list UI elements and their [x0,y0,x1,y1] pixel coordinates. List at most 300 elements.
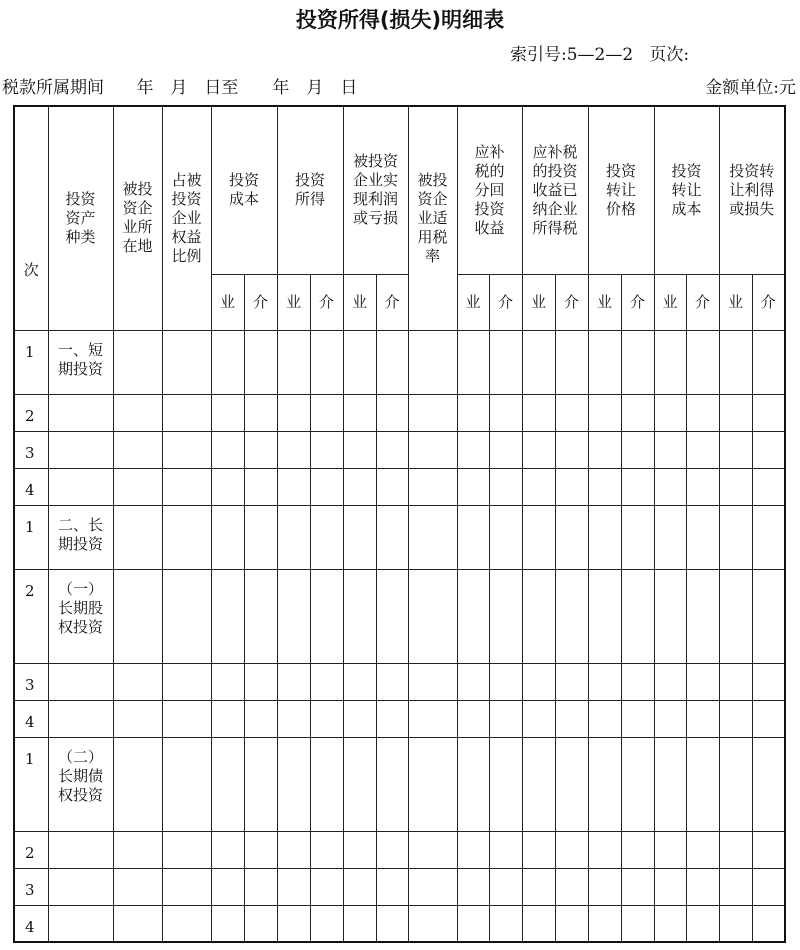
data-cell[interactable] [686,394,719,431]
data-cell[interactable] [408,569,457,663]
data-cell[interactable] [522,330,555,394]
row-seq: 2 [14,394,48,431]
data-cell[interactable] [277,905,310,942]
data-cell[interactable] [588,569,621,663]
data-cell[interactable] [343,868,376,905]
data-cell[interactable] [522,431,555,468]
data-cell[interactable] [162,569,211,663]
data-cell[interactable] [489,505,522,569]
data-cell[interactable] [310,569,343,663]
data-cell[interactable] [621,700,654,737]
subheader-jie: 介 [244,274,277,330]
data-cell[interactable] [686,431,719,468]
subheader-jie: 介 [752,274,785,330]
data-cell[interactable] [457,905,489,942]
data-cell[interactable] [277,663,310,700]
data-cell[interactable] [588,905,621,942]
data-cell[interactable] [244,737,277,831]
data-cell[interactable] [244,505,277,569]
data-cell[interactable] [277,868,310,905]
data-cell[interactable] [211,868,244,905]
subheader-jie: 介 [621,274,654,330]
data-cell[interactable] [162,905,211,942]
data-cell[interactable] [408,868,457,905]
data-cell[interactable] [343,831,376,868]
data-cell[interactable] [654,868,686,905]
data-cell[interactable] [621,431,654,468]
data-cell[interactable] [376,905,408,942]
header-tax-rate: 被投 资企 业适 用税 率 [408,106,457,330]
data-cell[interactable] [654,700,686,737]
table-row [14,394,785,431]
subheader-ye: 业 [719,274,752,330]
data-cell[interactable] [719,330,752,394]
data-cell[interactable] [457,663,489,700]
data-cell[interactable] [162,737,211,831]
header-location: 被投 资企 业所 在地 [113,106,162,330]
data-cell[interactable] [113,831,162,868]
data-cell[interactable] [752,569,785,663]
data-cell[interactable] [113,569,162,663]
data-cell[interactable] [588,737,621,831]
table-row [14,868,785,905]
data-cell[interactable] [752,663,785,700]
row-asset-kind[interactable] [48,868,113,905]
data-cell[interactable] [719,394,752,431]
data-cell[interactable] [277,468,310,505]
data-cell[interactable] [457,468,489,505]
data-cell[interactable] [588,831,621,868]
page-number-label: 页次: [649,45,690,65]
subheader-jie: 介 [489,274,522,330]
data-cell[interactable] [376,700,408,737]
data-cell[interactable] [522,737,555,831]
row-asset-kind: 一、短 期投资 [48,330,113,394]
data-cell[interactable] [621,663,654,700]
table-row [14,431,785,468]
data-cell[interactable] [654,468,686,505]
row-seq: 3 [14,663,48,700]
table-row [14,569,785,663]
data-cell[interactable] [686,905,719,942]
data-cell[interactable] [343,737,376,831]
row-asset-kind[interactable] [48,700,113,737]
data-cell[interactable] [310,468,343,505]
table-row [14,663,785,700]
data-cell[interactable] [489,330,522,394]
data-cell[interactable] [555,700,588,737]
data-cell[interactable] [588,431,621,468]
data-cell[interactable] [408,505,457,569]
data-cell[interactable] [686,868,719,905]
data-cell[interactable] [686,569,719,663]
data-cell[interactable] [376,663,408,700]
data-cell[interactable] [408,663,457,700]
index-info [510,40,689,65]
data-cell[interactable] [310,700,343,737]
data-cell[interactable] [211,831,244,868]
data-cell[interactable] [343,505,376,569]
data-cell[interactable] [588,663,621,700]
data-cell[interactable] [621,905,654,942]
data-cell[interactable] [162,663,211,700]
data-cell[interactable] [489,905,522,942]
data-cell[interactable] [522,569,555,663]
period-label: 税款所属期间 [2,78,104,98]
data-cell[interactable] [719,868,752,905]
data-cell[interactable] [522,663,555,700]
data-cell[interactable] [211,505,244,569]
row-asset-kind[interactable] [48,663,113,700]
data-cell[interactable] [457,505,489,569]
data-cell[interactable] [522,700,555,737]
data-cell[interactable] [555,468,588,505]
data-cell[interactable] [752,505,785,569]
data-cell[interactable] [244,831,277,868]
data-cell[interactable] [277,737,310,831]
data-cell[interactable] [522,868,555,905]
data-cell[interactable] [621,468,654,505]
row-seq: 3 [14,431,48,468]
data-cell[interactable] [244,905,277,942]
data-cell[interactable] [376,431,408,468]
table-row [14,737,785,831]
row-seq: 4 [14,468,48,505]
data-cell[interactable] [522,831,555,868]
data-cell[interactable] [343,700,376,737]
data-cell[interactable] [211,700,244,737]
data-cell[interactable] [457,700,489,737]
data-cell[interactable] [588,468,621,505]
data-cell[interactable] [555,431,588,468]
data-cell[interactable] [211,330,244,394]
header-group: 被投资 企业实 现利润 或亏损 [343,106,408,274]
table-row [14,831,785,868]
table-row [14,468,785,505]
data-cell[interactable] [277,505,310,569]
data-cell[interactable] [408,831,457,868]
subheader-ye: 业 [654,274,686,330]
data-cell[interactable] [719,431,752,468]
row-seq: 3 [14,868,48,905]
data-cell[interactable] [162,468,211,505]
data-cell[interactable] [113,330,162,394]
data-cell[interactable] [376,569,408,663]
data-cell[interactable] [244,569,277,663]
data-cell[interactable] [310,831,343,868]
data-cell[interactable] [555,831,588,868]
data-cell[interactable] [277,831,310,868]
data-cell[interactable] [489,394,522,431]
data-cell[interactable] [752,468,785,505]
data-cell[interactable] [244,468,277,505]
data-cell[interactable] [654,737,686,831]
data-cell[interactable] [588,330,621,394]
table-row [14,905,785,942]
subheader-ye: 业 [522,274,555,330]
data-cell[interactable] [522,505,555,569]
data-cell[interactable] [113,868,162,905]
data-cell[interactable] [162,505,211,569]
data-cell[interactable] [621,569,654,663]
data-cell[interactable] [719,505,752,569]
data-cell[interactable] [489,737,522,831]
data-cell[interactable] [277,330,310,394]
data-cell[interactable] [310,905,343,942]
index-number: 索引号:5—2—2 [510,45,634,65]
data-cell[interactable] [376,468,408,505]
data-cell[interactable] [343,330,376,394]
data-cell[interactable] [489,831,522,868]
data-cell[interactable] [310,737,343,831]
data-cell[interactable] [654,831,686,868]
data-cell[interactable] [489,431,522,468]
subheader-ye: 业 [343,274,376,330]
data-cell[interactable] [211,737,244,831]
data-cell[interactable] [489,468,522,505]
data-cell[interactable] [457,569,489,663]
subheader-jie: 介 [310,274,343,330]
data-cell[interactable] [522,905,555,942]
data-cell[interactable] [555,905,588,942]
data-cell[interactable] [457,831,489,868]
data-cell[interactable] [457,737,489,831]
header-group: 投资 成本 [211,106,277,274]
data-cell[interactable] [162,431,211,468]
data-cell[interactable] [244,431,277,468]
data-cell[interactable] [686,663,719,700]
row-seq: 2 [14,831,48,868]
data-cell[interactable] [555,330,588,394]
data-cell[interactable] [310,663,343,700]
data-cell[interactable] [162,700,211,737]
data-cell[interactable] [408,737,457,831]
data-cell[interactable] [686,330,719,394]
row-seq: 4 [14,905,48,942]
data-cell[interactable] [376,737,408,831]
row-seq: 1 [14,737,48,831]
data-cell[interactable] [719,831,752,868]
page-title: 投资所得(损失)明细表 [295,8,505,32]
data-cell[interactable] [686,468,719,505]
data-cell[interactable] [489,569,522,663]
data-cell[interactable] [310,330,343,394]
table-row [14,700,785,737]
data-cell[interactable] [489,868,522,905]
subheader-ye: 业 [211,274,244,330]
data-cell[interactable] [522,468,555,505]
data-cell[interactable] [457,394,489,431]
data-cell[interactable] [244,663,277,700]
data-cell[interactable] [113,505,162,569]
data-cell[interactable] [113,394,162,431]
row-asset-kind[interactable] [48,431,113,468]
data-cell[interactable] [244,330,277,394]
data-cell[interactable] [752,394,785,431]
data-cell[interactable] [621,737,654,831]
data-cell[interactable] [686,737,719,831]
data-cell[interactable] [654,431,686,468]
data-cell[interactable] [113,431,162,468]
data-cell[interactable] [162,831,211,868]
data-cell[interactable] [654,394,686,431]
investment-income-table [13,105,786,943]
data-cell[interactable] [654,905,686,942]
data-cell[interactable] [211,569,244,663]
data-cell[interactable] [113,663,162,700]
data-cell[interactable] [621,831,654,868]
data-cell[interactable] [522,394,555,431]
data-cell[interactable] [555,505,588,569]
data-cell[interactable] [376,505,408,569]
data-cell[interactable] [343,569,376,663]
period-info [2,73,357,98]
data-cell[interactable] [343,905,376,942]
data-cell[interactable] [719,569,752,663]
data-cell[interactable] [211,394,244,431]
row-asset-kind: 二、长 期投资 [48,505,113,569]
data-cell[interactable] [555,663,588,700]
data-cell[interactable] [343,663,376,700]
data-cell[interactable] [113,468,162,505]
data-cell[interactable] [621,505,654,569]
data-cell[interactable] [376,831,408,868]
data-cell[interactable] [211,905,244,942]
data-cell[interactable] [719,663,752,700]
header-group: 投资 转让 价格 [588,106,654,274]
subheader-jie: 介 [376,274,408,330]
data-cell[interactable] [588,700,621,737]
data-cell[interactable] [376,394,408,431]
data-cell[interactable] [113,737,162,831]
data-cell[interactable] [343,431,376,468]
data-cell[interactable] [686,700,719,737]
data-cell[interactable] [457,431,489,468]
data-cell[interactable] [310,431,343,468]
data-cell[interactable] [162,330,211,394]
period-dates: 年 月 日至 年 月 日 [136,78,358,98]
data-cell[interactable] [621,868,654,905]
data-cell[interactable] [588,868,621,905]
data-cell[interactable] [408,468,457,505]
data-cell[interactable] [277,700,310,737]
data-cell[interactable] [555,868,588,905]
data-cell[interactable] [719,737,752,831]
data-cell[interactable] [719,468,752,505]
data-cell[interactable] [621,394,654,431]
data-cell[interactable] [408,700,457,737]
data-cell[interactable] [310,868,343,905]
data-cell[interactable] [244,868,277,905]
data-cell[interactable] [343,394,376,431]
data-cell[interactable] [489,663,522,700]
data-cell[interactable] [211,431,244,468]
subheader-jie: 介 [555,274,588,330]
data-cell[interactable] [113,905,162,942]
data-cell[interactable] [719,700,752,737]
header-group: 投资转 让利得 或损失 [719,106,785,274]
row-asset-kind[interactable] [48,831,113,868]
data-cell[interactable] [555,394,588,431]
data-cell[interactable] [408,330,457,394]
header-group: 投资 所得 [277,106,343,274]
data-cell[interactable] [211,468,244,505]
data-cell[interactable] [752,431,785,468]
data-cell[interactable] [457,868,489,905]
table-row [14,505,785,569]
data-cell[interactable] [489,700,522,737]
data-cell[interactable] [162,394,211,431]
data-cell[interactable] [654,330,686,394]
data-cell[interactable] [343,468,376,505]
data-cell[interactable] [654,569,686,663]
subheader-jie: 介 [686,274,719,330]
data-cell[interactable] [277,394,310,431]
data-cell[interactable] [752,700,785,737]
data-cell[interactable] [376,330,408,394]
data-cell[interactable] [719,905,752,942]
header-group: 投资 转让 成本 [654,106,719,274]
subheader-ye: 业 [277,274,310,330]
data-cell[interactable] [588,394,621,431]
row-seq: 1 [14,330,48,394]
data-cell[interactable] [408,394,457,431]
data-cell[interactable] [277,431,310,468]
row-asset-kind[interactable] [48,905,113,942]
data-cell[interactable] [244,394,277,431]
data-cell[interactable] [752,831,785,868]
data-cell[interactable] [752,737,785,831]
subheader-ye: 业 [588,274,621,330]
row-seq: 1 [14,505,48,569]
subheader-ye: 业 [457,274,489,330]
amount-unit: 金额单位:元 [705,78,796,98]
data-cell[interactable] [555,569,588,663]
data-cell[interactable] [211,663,244,700]
data-cell[interactable] [752,330,785,394]
data-cell[interactable] [113,700,162,737]
data-cell[interactable] [621,330,654,394]
data-cell[interactable] [654,663,686,700]
data-cell[interactable] [686,831,719,868]
data-cell[interactable] [457,330,489,394]
data-cell[interactable] [408,905,457,942]
data-cell[interactable] [555,737,588,831]
row-asset-kind[interactable] [48,468,113,505]
data-cell[interactable] [277,569,310,663]
data-cell[interactable] [162,868,211,905]
header-asset-kind: 投资 资产 种类 [48,106,113,330]
header-group: 应补 税的 分回 投资 收益 [457,106,522,274]
row-asset-kind: （一） 长期股 权投资 [48,569,113,663]
row-asset-kind[interactable] [48,394,113,431]
row-seq: 4 [14,700,48,737]
header-seq: 次 [14,106,48,330]
row-asset-kind: （二） 长期债 权投资 [48,737,113,831]
data-cell[interactable] [654,505,686,569]
data-cell[interactable] [752,868,785,905]
data-cell[interactable] [752,905,785,942]
data-cell[interactable] [310,394,343,431]
data-cell[interactable] [310,505,343,569]
data-cell[interactable] [376,868,408,905]
header-group: 应补税 的投资 收益已 纳企业 所得税 [522,106,588,274]
data-cell[interactable] [588,505,621,569]
data-cell[interactable] [686,505,719,569]
data-cell[interactable] [408,431,457,468]
row-seq: 2 [14,569,48,663]
data-cell[interactable] [244,700,277,737]
